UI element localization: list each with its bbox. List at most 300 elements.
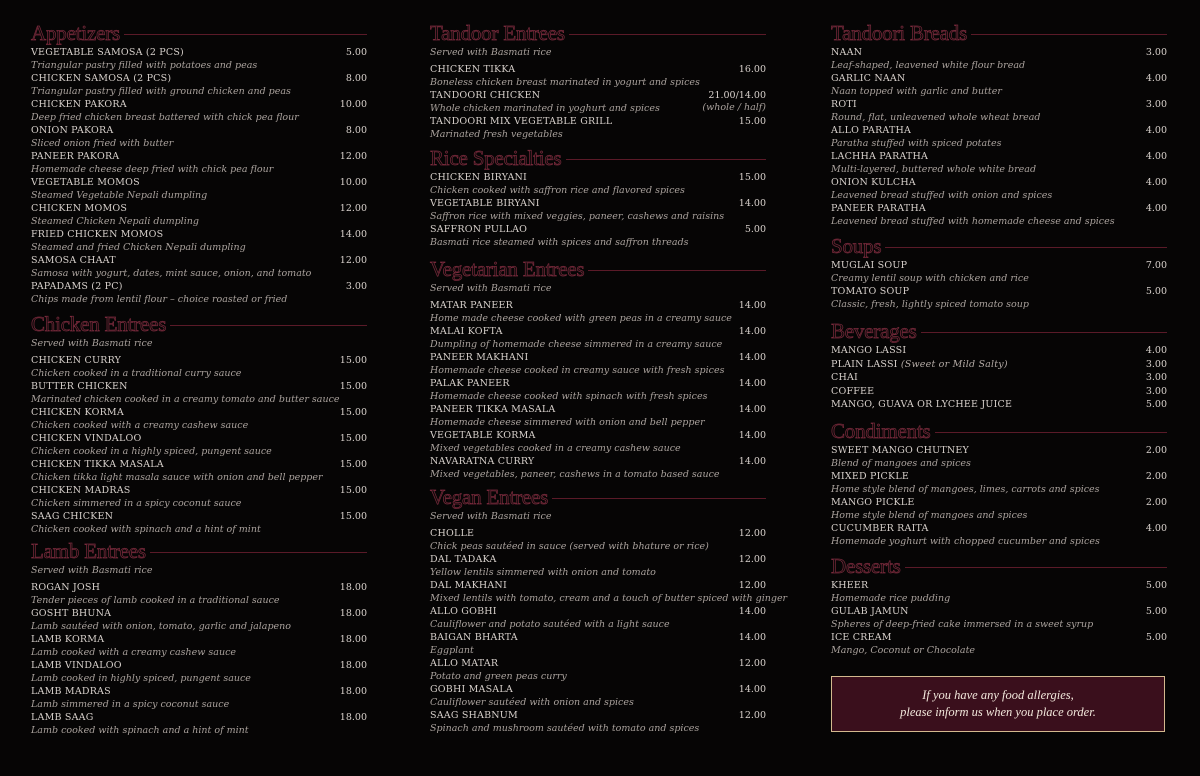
menu-item-row (430, 197, 766, 210)
section-subtitle: Served with Basmati rice (31, 338, 153, 349)
menu-item-description: Saffron rice with mixed veggies, paneer, cashews and raisins (430, 211, 725, 222)
menu-item-name (831, 72, 906, 85)
allergy-notice (831, 676, 1165, 732)
section-title: Soups (831, 233, 882, 258)
menu-item-row (831, 385, 1167, 398)
menu-item-price: 5.00 (345, 47, 367, 58)
menu-item-name (831, 631, 892, 644)
menu-item-price: 12.00 (738, 710, 766, 721)
menu-item-description: Leaf-shaped, leavened white flour bread (831, 60, 1026, 71)
menu-item-name-text: BUTTER CHICKEN (31, 381, 128, 392)
menu-item-row (831, 98, 1167, 111)
menu-item-name (430, 455, 534, 468)
menu-item (831, 371, 1167, 385)
menu-item-price: 16.00 (738, 64, 766, 75)
menu-item-name-text: CHAI (831, 372, 858, 384)
menu-item (31, 124, 367, 150)
menu-item-name (430, 579, 507, 592)
section-divider-line (569, 34, 766, 35)
menu-item-name (831, 579, 868, 592)
menu-item-row (831, 202, 1167, 215)
menu-item (31, 607, 367, 633)
menu-item-description: Deep fried chicken breast battered with chick pea flour (31, 112, 299, 123)
menu-item (31, 176, 367, 202)
section-divider-line (971, 34, 1167, 35)
menu-item (831, 344, 1167, 358)
menu-item-description: Homemade rice pudding (831, 593, 951, 604)
menu-item-description: Homemade cheese cooked with spinach with fresh spices (430, 391, 708, 402)
section-title: Appetizers (31, 20, 120, 45)
menu-section-beverages (831, 318, 1167, 412)
menu-item-description: Homemade cheese cooked in creamy sauce with fresh spices (430, 365, 725, 376)
menu-item (430, 115, 766, 141)
menu-item-row (430, 115, 766, 128)
menu-item-description: Steamed Vegetable Nepali dumpling (31, 190, 208, 201)
menu-item-name (430, 527, 474, 540)
menu-item-description: Marinated chicken cooked in a creamy tomato and butter sauce (31, 394, 340, 405)
menu-item-price: 7.00 (1145, 260, 1167, 271)
menu-item-price: 3.00 (1145, 358, 1167, 370)
menu-item-row (831, 444, 1167, 457)
menu-item-price: 2.00 (1145, 497, 1167, 508)
menu-item-name (31, 72, 171, 85)
menu-item-price: 12.00 (339, 255, 367, 266)
section-subtitle: Served with Basmati rice (430, 47, 552, 58)
menu-item-row (831, 259, 1167, 272)
menu-item-name (831, 398, 1012, 411)
menu-item-name-text: DAL MAKHANI (430, 580, 507, 591)
menu-item-name (831, 358, 1008, 371)
menu-item-description: Spinach and mushroom sautéed with tomato and spices (430, 723, 700, 734)
menu-item (31, 581, 367, 607)
menu-item-name (31, 484, 130, 497)
section-divider-line (905, 567, 1167, 568)
menu-item-description: Whole chicken marinated in yoghurt and spices (430, 103, 660, 114)
menu-item (31, 633, 367, 659)
menu-item-name-text: CHOLLE (430, 528, 475, 539)
menu-item-row (31, 406, 367, 419)
section-title: Rice Specialties (430, 145, 562, 170)
menu-item-name-text: NAAN (831, 47, 863, 58)
menu-item-name (430, 683, 513, 696)
menu-item-description: Spheres of deep-fried cake immersed in a sweet syrup (831, 619, 1094, 630)
menu-item (430, 197, 766, 223)
menu-item-row (430, 553, 766, 566)
menu-item-name-text: LAMB VINDALOO (31, 660, 122, 671)
menu-item-description: Chips made from lentil flour – choice roasted or fried (31, 294, 288, 305)
menu-item-name (430, 605, 497, 618)
menu-item-name-text: BAIGAN BHARTA (430, 632, 518, 643)
menu-item-name (831, 124, 911, 137)
menu-item-row (31, 280, 367, 293)
menu-item-name (31, 607, 111, 620)
menu-item-price: 2.00 (1145, 471, 1167, 482)
menu-item-row (31, 510, 367, 523)
allergy-notice-line-2: please inform us when you place order. (900, 705, 1096, 719)
section-title: Lamb Entrees (31, 538, 146, 563)
section-title: Tandoor Entrees (430, 20, 565, 45)
menu-item-name-text: PANEER PARATHA (831, 203, 926, 214)
menu-item-price: 14.00 (738, 326, 766, 337)
menu-item-name (430, 657, 498, 670)
menu-section-chicken-entrees (31, 311, 367, 536)
menu-item-name (430, 709, 518, 722)
menu-item-row (31, 228, 367, 241)
menu-item-name (31, 380, 128, 393)
menu-item-price: 14.00 (738, 456, 766, 467)
menu-item-description: Lamb cooked with a creamy cashew sauce (31, 647, 237, 658)
menu-item-row (430, 683, 766, 696)
menu-item-name-text: MIXED PICKLE (831, 471, 909, 482)
menu-item-price: 4.00 (1145, 177, 1167, 188)
menu-item-row (831, 631, 1167, 644)
menu-item-name (31, 685, 111, 698)
menu-item-price: 21.00/14.00 (708, 90, 766, 101)
menu-item-name (831, 285, 909, 298)
menu-item (831, 444, 1167, 470)
menu-item-row (831, 344, 1167, 357)
menu-item-description: Steamed Chicken Nepali dumpling (31, 216, 199, 227)
menu-item-price: 4.00 (1145, 73, 1167, 84)
menu-item-row (31, 432, 367, 445)
menu-item-price: 18.00 (339, 634, 367, 645)
menu-item (430, 657, 766, 683)
menu-item-name-text: TANDOORI MIX VEGETABLE GRILL (430, 116, 613, 127)
menu-item-name (831, 371, 858, 384)
section-title: Tandoori Breads (831, 20, 968, 45)
menu-item-description: Multi-layered, buttered whole white bread (831, 164, 1037, 175)
menu-item (831, 98, 1167, 124)
menu-item-description: Home style blend of mangoes, limes, carrots and spices (831, 484, 1100, 495)
menu-item-description: Chicken simmered in a spicy coconut sauce (31, 498, 242, 509)
menu-item-price: 15.00 (738, 116, 766, 127)
menu-item-description: Home made cheese cooked with green peas in a creamy sauce (430, 313, 732, 324)
menu-item (430, 553, 766, 579)
menu-item-row (31, 98, 367, 111)
menu-item-description: Lamb sautéed with onion, tomato, garlic and jalapeno (31, 621, 292, 632)
menu-item-description: Mango, Coconut or Chocolate (831, 645, 976, 656)
menu-item-description: Triangular pastry filled with potatoes and peas (31, 60, 258, 71)
menu-item (430, 605, 766, 631)
menu-item-row (31, 46, 367, 59)
menu-item-name-text: SWEET MANGO CHUTNEY (831, 445, 970, 456)
menu-item-name-text: TANDOORI CHICKEN (430, 90, 541, 101)
menu-item-description: Yellow lentils simmered with onion and tomato (430, 567, 656, 578)
menu-item-row (430, 605, 766, 618)
menu-item-row (831, 579, 1167, 592)
menu-item-description: Chicken cooked with spinach and a hint of mint (31, 524, 261, 535)
menu-item-name-text: CHICKEN PAKORA (31, 99, 127, 110)
menu-item-name-text: GULAB JAMUN (831, 606, 909, 617)
menu-item-price: 15.00 (339, 381, 367, 392)
menu-item-price: 3.00 (1145, 385, 1167, 397)
menu-item-name-text: LAMB MADRAS (31, 686, 111, 697)
section-divider-line (885, 247, 1167, 248)
menu-item-name (430, 553, 497, 566)
menu-item-description: Classic, fresh, lightly spiced tomato soup (831, 299, 1029, 310)
menu-item-price: 14.00 (738, 404, 766, 415)
menu-item-name-text: CHICKEN MOMOS (31, 203, 128, 214)
menu-item-name-text: MATAR PANEER (430, 300, 514, 311)
menu-item-row (831, 470, 1167, 483)
menu-item-name (430, 115, 612, 128)
menu-item-description: Chicken cooked in a highly spiced, pungent sauce (31, 446, 272, 457)
menu-item-row (31, 72, 367, 85)
menu-item-price: 5.00 (1145, 632, 1167, 643)
menu-item-description: Lamb simmered in a spicy coconut sauce (31, 699, 230, 710)
menu-item-name-text: ROTI (831, 99, 857, 110)
menu-item-price-note: (whole / half) (702, 102, 766, 113)
menu-item (831, 470, 1167, 496)
menu-item-name (31, 150, 119, 163)
menu-item-name (430, 403, 555, 416)
menu-item-row (31, 581, 367, 594)
menu-item-name (430, 89, 540, 102)
menu-section-soups (831, 233, 1167, 311)
menu-item-row (31, 458, 367, 471)
menu-item-description: Tender pieces of lamb cooked in a traditional sauce (31, 595, 280, 606)
menu-item-description: Round, flat, unleavened whole wheat bread (831, 112, 1041, 123)
section-title: Beverages (831, 318, 917, 343)
menu-item-description: Basmati rice steamed with spices and saffron threads (430, 237, 689, 248)
menu-item-description: Sliced onion fried with butter (31, 138, 174, 149)
menu-item (430, 63, 766, 89)
menu-item-name (831, 259, 907, 272)
menu-item (831, 496, 1167, 522)
menu-item-price: 18.00 (339, 660, 367, 671)
menu-item-price: 12.00 (738, 528, 766, 539)
menu-item (430, 403, 766, 429)
menu-item-price: 10.00 (339, 99, 367, 110)
menu-item-note: (Sweet or Mild Salty) (900, 358, 1008, 370)
menu-item-name (31, 202, 127, 215)
menu-item (31, 280, 367, 306)
menu-item-name (831, 344, 906, 357)
menu-item-description: Homemade cheese deep fried with chick pea flour (31, 164, 274, 175)
menu-item-row (430, 429, 766, 442)
menu-item (430, 631, 766, 657)
menu-item-description: Eggplant (430, 645, 474, 656)
menu-item-name-text: COFFEE (831, 385, 875, 397)
menu-item-name-text: PALAK PANEER (430, 378, 510, 389)
menu-item-name-text: VEGETABLE MOMOS (31, 177, 140, 188)
menu-item-name-text: PLAIN LASSI (831, 358, 898, 370)
menu-item (31, 98, 367, 124)
section-divider-line (124, 34, 367, 35)
menu-item (831, 202, 1167, 228)
menu-item-price: 5.00 (744, 224, 766, 235)
menu-item-name-text: MANGO PICKLE (831, 497, 915, 508)
menu-item-name (430, 429, 536, 442)
menu-item-row (831, 285, 1167, 298)
section-header (430, 20, 766, 46)
menu-item-price: 14.00 (738, 606, 766, 617)
menu-item-description: Homemade cheese simmered with onion and bell pepper (430, 417, 705, 428)
section-header (831, 318, 1167, 344)
menu-item-name-text: KHEER (831, 580, 869, 591)
menu-item-row (31, 711, 367, 724)
menu-item-name (831, 385, 874, 398)
menu-item-name (430, 223, 527, 236)
menu-item-price: 5.00 (1145, 580, 1167, 591)
menu-item-price: 3.00 (1145, 47, 1167, 58)
menu-item-name (31, 280, 123, 293)
section-header (430, 484, 766, 510)
menu-item-name (31, 581, 100, 594)
menu-item-description: Chicken cooked with saffron rice and flavored spices (430, 185, 685, 196)
menu-item-name-text: MANGO LASSI (831, 345, 907, 356)
menu-item-row (831, 605, 1167, 618)
menu-item-row (831, 358, 1167, 371)
menu-item (430, 299, 766, 325)
menu-item-price: 12.00 (738, 580, 766, 591)
menu-item (31, 711, 367, 737)
menu-item-price: 14.00 (738, 198, 766, 209)
menu-item-name-text: GARLIC NAAN (831, 73, 906, 84)
menu-item-name (31, 406, 124, 419)
menu-item-name-text: PANEER TIKKA MASALA (430, 404, 556, 415)
menu-item-name (31, 510, 113, 523)
menu-item-price: 15.00 (339, 407, 367, 418)
menu-item-name (831, 46, 862, 59)
menu-item-description: Dumpling of homemade cheese simmered in a creamy sauce (430, 339, 723, 350)
menu-item-name (831, 150, 928, 163)
menu-item-name-text: CHICKEN BIRYANI (430, 172, 527, 183)
menu-item-name-text: CUCUMBER RAITA (831, 523, 929, 534)
menu-item (430, 429, 766, 455)
menu-item (430, 89, 766, 115)
menu-item-price: 4.00 (1145, 125, 1167, 136)
menu-section-condiments (831, 418, 1167, 548)
section-divider-line (150, 552, 367, 553)
menu-item-name (430, 197, 540, 210)
menu-section-appetizers (31, 20, 367, 306)
menu-item-row (31, 124, 367, 137)
menu-item-name (831, 470, 909, 483)
menu-item-name-text: CHICKEN TIKKA MASALA (31, 459, 164, 470)
menu-item-row (430, 403, 766, 416)
menu-item-price: 2.00 (1145, 445, 1167, 456)
menu-item-name-text: TOMATO SOUP (831, 286, 910, 297)
menu-item (31, 406, 367, 432)
menu-item-row (430, 631, 766, 644)
menu-item (31, 510, 367, 536)
menu-item (430, 377, 766, 403)
menu-item (831, 358, 1167, 372)
menu-item-name-text: LACHHA PARATHA (831, 151, 929, 162)
menu-item-description: Blend of mangoes and spices (831, 458, 971, 469)
menu-item (831, 605, 1167, 631)
menu-item (430, 351, 766, 377)
menu-item-price: 5.00 (1145, 606, 1167, 617)
menu-section-lamb-entrees (31, 538, 367, 737)
menu-item-name-text: CHICKEN KORMA (31, 407, 124, 418)
menu-item-row (31, 685, 367, 698)
menu-section-rice-specialties (430, 145, 766, 249)
section-subtitle: Served with Basmati rice (430, 283, 552, 294)
menu-item-name-text: CHICKEN SAMOSA (2 PCS) (31, 73, 172, 84)
menu-item-description: Triangular pastry filled with ground chicken and peas (31, 86, 291, 97)
menu-item-name (430, 377, 510, 390)
menu-item-row (831, 371, 1167, 384)
section-divider-line (552, 498, 766, 499)
menu-item-row (430, 223, 766, 236)
menu-item (430, 455, 766, 481)
menu-item-row (430, 579, 766, 592)
section-header (31, 538, 367, 564)
menu-item-description: Chick peas sautéed in sauce (served with bhature or rice) (430, 541, 709, 552)
menu-item-name (31, 458, 164, 471)
section-title: Condiments (831, 418, 931, 443)
section-header (430, 145, 766, 171)
menu-item-description: Paratha stuffed with spiced potates (831, 138, 1002, 149)
menu-item-price: 14.00 (738, 300, 766, 311)
menu-item-price: 3.00 (345, 281, 367, 292)
menu-item-row (31, 659, 367, 672)
menu-item-price: 14.00 (738, 378, 766, 389)
menu-item-row (430, 89, 766, 102)
menu-item-price: 8.00 (345, 125, 367, 136)
menu-item (831, 72, 1167, 98)
menu-item-row (430, 325, 766, 338)
menu-item (430, 709, 766, 735)
menu-item (831, 631, 1167, 657)
menu-item (430, 579, 788, 605)
menu-item (31, 380, 367, 406)
menu-item-row (831, 46, 1167, 59)
menu-item-price: 14.00 (738, 632, 766, 643)
menu-item-row (430, 299, 766, 312)
menu-item-name-text: PANEER PAKORA (31, 151, 120, 162)
menu-item-name (31, 354, 121, 367)
menu-section-tandoori-breads (831, 20, 1167, 228)
menu-item-row (831, 522, 1167, 535)
menu-item (831, 285, 1167, 311)
menu-item-name (831, 202, 926, 215)
menu-item-name (430, 171, 527, 184)
menu-item (31, 484, 367, 510)
menu-item-description: Cauliflower sautéed with onion and spices (430, 697, 634, 708)
menu-item-price: 15.00 (339, 433, 367, 444)
menu-item-name (831, 444, 969, 457)
menu-item-name-text: FRIED CHICKEN MOMOS (31, 229, 164, 240)
menu-item (831, 522, 1167, 548)
menu-item-name-text: LAMB SAAG (31, 712, 94, 723)
menu-item (430, 325, 766, 351)
menu-item-name-text: VEGETABLE SAMOSA (2 PCS) (31, 47, 184, 58)
menu-item-name-text: CHICKEN VINDALOO (31, 433, 142, 444)
menu-item-description: Creamy lentil soup with chicken and rice (831, 273, 1029, 284)
menu-item-name-text: LAMB KORMA (31, 634, 105, 645)
menu-item (831, 46, 1167, 72)
menu-item (831, 385, 1167, 399)
menu-item-price: 15.00 (738, 172, 766, 183)
menu-item (31, 202, 367, 228)
menu-item-name (831, 522, 929, 535)
menu-item-description: Leavened bread stuffed with onion and spices (831, 190, 1053, 201)
menu-item-name (31, 432, 141, 445)
menu-item-name (31, 124, 113, 137)
menu-item-description: Steamed and fried Chicken Nepali dumpling (31, 242, 246, 253)
menu-item-name (831, 496, 914, 509)
menu-item-row (831, 124, 1167, 137)
menu-item (430, 527, 766, 553)
menu-item-description: Lamb cooked in highly spiced, pungent sauce (31, 673, 251, 684)
menu-item-name (831, 176, 916, 189)
menu-item-row (31, 202, 367, 215)
menu-item-description: Mixed lentils with tomato, cream and a touch of butter spiced with ginger (430, 593, 788, 604)
menu-item-name (430, 63, 515, 76)
